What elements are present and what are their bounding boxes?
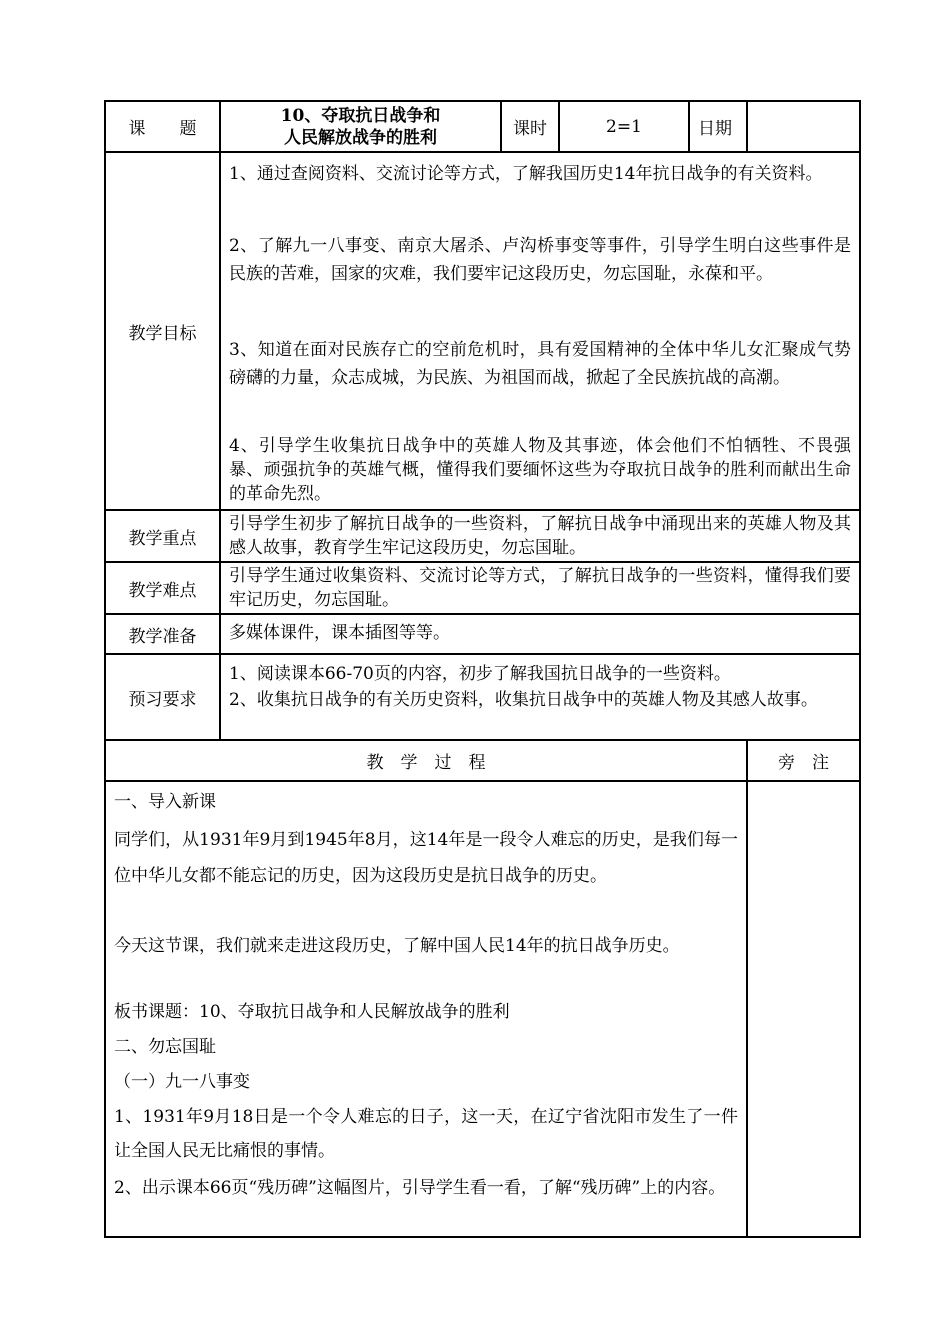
goals-item-2: 2、了解九一八事变、南京大屠杀、卢沟桥事变等事件，引导学生明白这些事件是民族的苦难，国家的灾难，我们要牢记这段历史，勿忘国耻，永葆和平。	[229, 236, 851, 284]
process-paragraph-3: 今天这节课，我们就来走进这段历史，了解中国人民14年的抗日战争历史。	[114, 936, 680, 956]
period-label: 课时	[513, 119, 547, 139]
rule-label-column	[219, 100, 221, 741]
lesson-title-line2: 人民解放战争的胜利	[284, 127, 437, 148]
lesson-title	[221, 102, 500, 151]
preview-item-1: 1、阅读课本66-70页的内容，初步了解我国抗日战争的一些资料。	[229, 664, 731, 684]
date-value	[748, 102, 859, 151]
goals-label: 教学目标	[128, 323, 197, 344]
preview-item-2: 2、收集抗日战争的有关历史资料，收集抗日战争中的英雄人物及其感人故事。	[229, 690, 818, 710]
preparation-text: 多媒体课件，课本插图等等。	[229, 623, 450, 643]
preview-label: 预习要求	[128, 689, 197, 710]
process-paragraph-4: 板书课题：10、夺取抗日战争和人民解放战争的胜利	[114, 1002, 510, 1022]
preparation-label: 教学准备	[128, 626, 197, 647]
lesson-title-line1: 10、夺取抗日战争和	[280, 105, 441, 126]
process-paragraph-5: 二、勿忘国耻	[114, 1037, 216, 1057]
process-header: 教 学 过 程	[366, 753, 486, 773]
period-value: 2=1	[606, 116, 642, 137]
process-paragraph-2: 同学们，从1931年9月到1945年8月，这14年是一段令人难忘的历史，是我们每一位中华儿女都不能忘记的历史，因为这段历史是抗日战争的历史。	[114, 830, 738, 886]
process-paragraph-7: 1、1931年9月18日是一个令人难忘的日子，这一天，在辽宁省沈阳市发生了一件让全国人民无比痛恨的事情。	[114, 1107, 738, 1161]
rule-right	[859, 100, 861, 1238]
key-points-text: 引导学生初步了解抗日战争的一些资料，了解抗日战争中涌现出来的英雄人物及其感人故事，教育学生牢记这段历史，勿忘国耻。	[229, 514, 851, 558]
date-label: 日期	[698, 119, 732, 139]
process-paragraph-1: 一、导入新课	[114, 792, 216, 812]
process-paragraph-6: （一）九一八事变	[114, 1072, 250, 1092]
key-points-label: 教学重点	[128, 528, 197, 549]
goals-item-1: 1、通过查阅资料、交流讨论等方式，了解我国历史14年抗日战争的有关资料。	[229, 164, 823, 184]
notes-header: 旁 注	[778, 753, 829, 773]
difficulties-text: 引导学生通过收集资料、交流讨论等方式，了解抗日战争的一些资料，懂得我们要牢记历史，勿忘国耻。	[229, 566, 851, 610]
rule-notes-column	[746, 739, 748, 1238]
difficulties-label: 教学难点	[128, 580, 197, 601]
topic-label: 课 题	[128, 119, 197, 139]
goals-item-4: 4、引导学生收集抗日战争中的英雄人物及其事迹，体会他们不怕牺牲、不畏强暴、顽强抗争的英雄气概，懂得我们要缅怀这些为夺取抗日战争的胜利而献出生命的革命先烈。	[229, 436, 851, 504]
process-paragraph-8: 2、出示课本66页“残历碑”这幅图片，引导学生看一看，了解“残历碑”上的内容。	[114, 1178, 726, 1198]
goals-item-3: 3、知道在面对民族存亡的空前危机时，具有爱国精神的全体中华儿女汇聚成气势磅礴的力量，众志成城，为民族、为祖国而战，掀起了全民族抗战的高潮。	[229, 340, 851, 388]
